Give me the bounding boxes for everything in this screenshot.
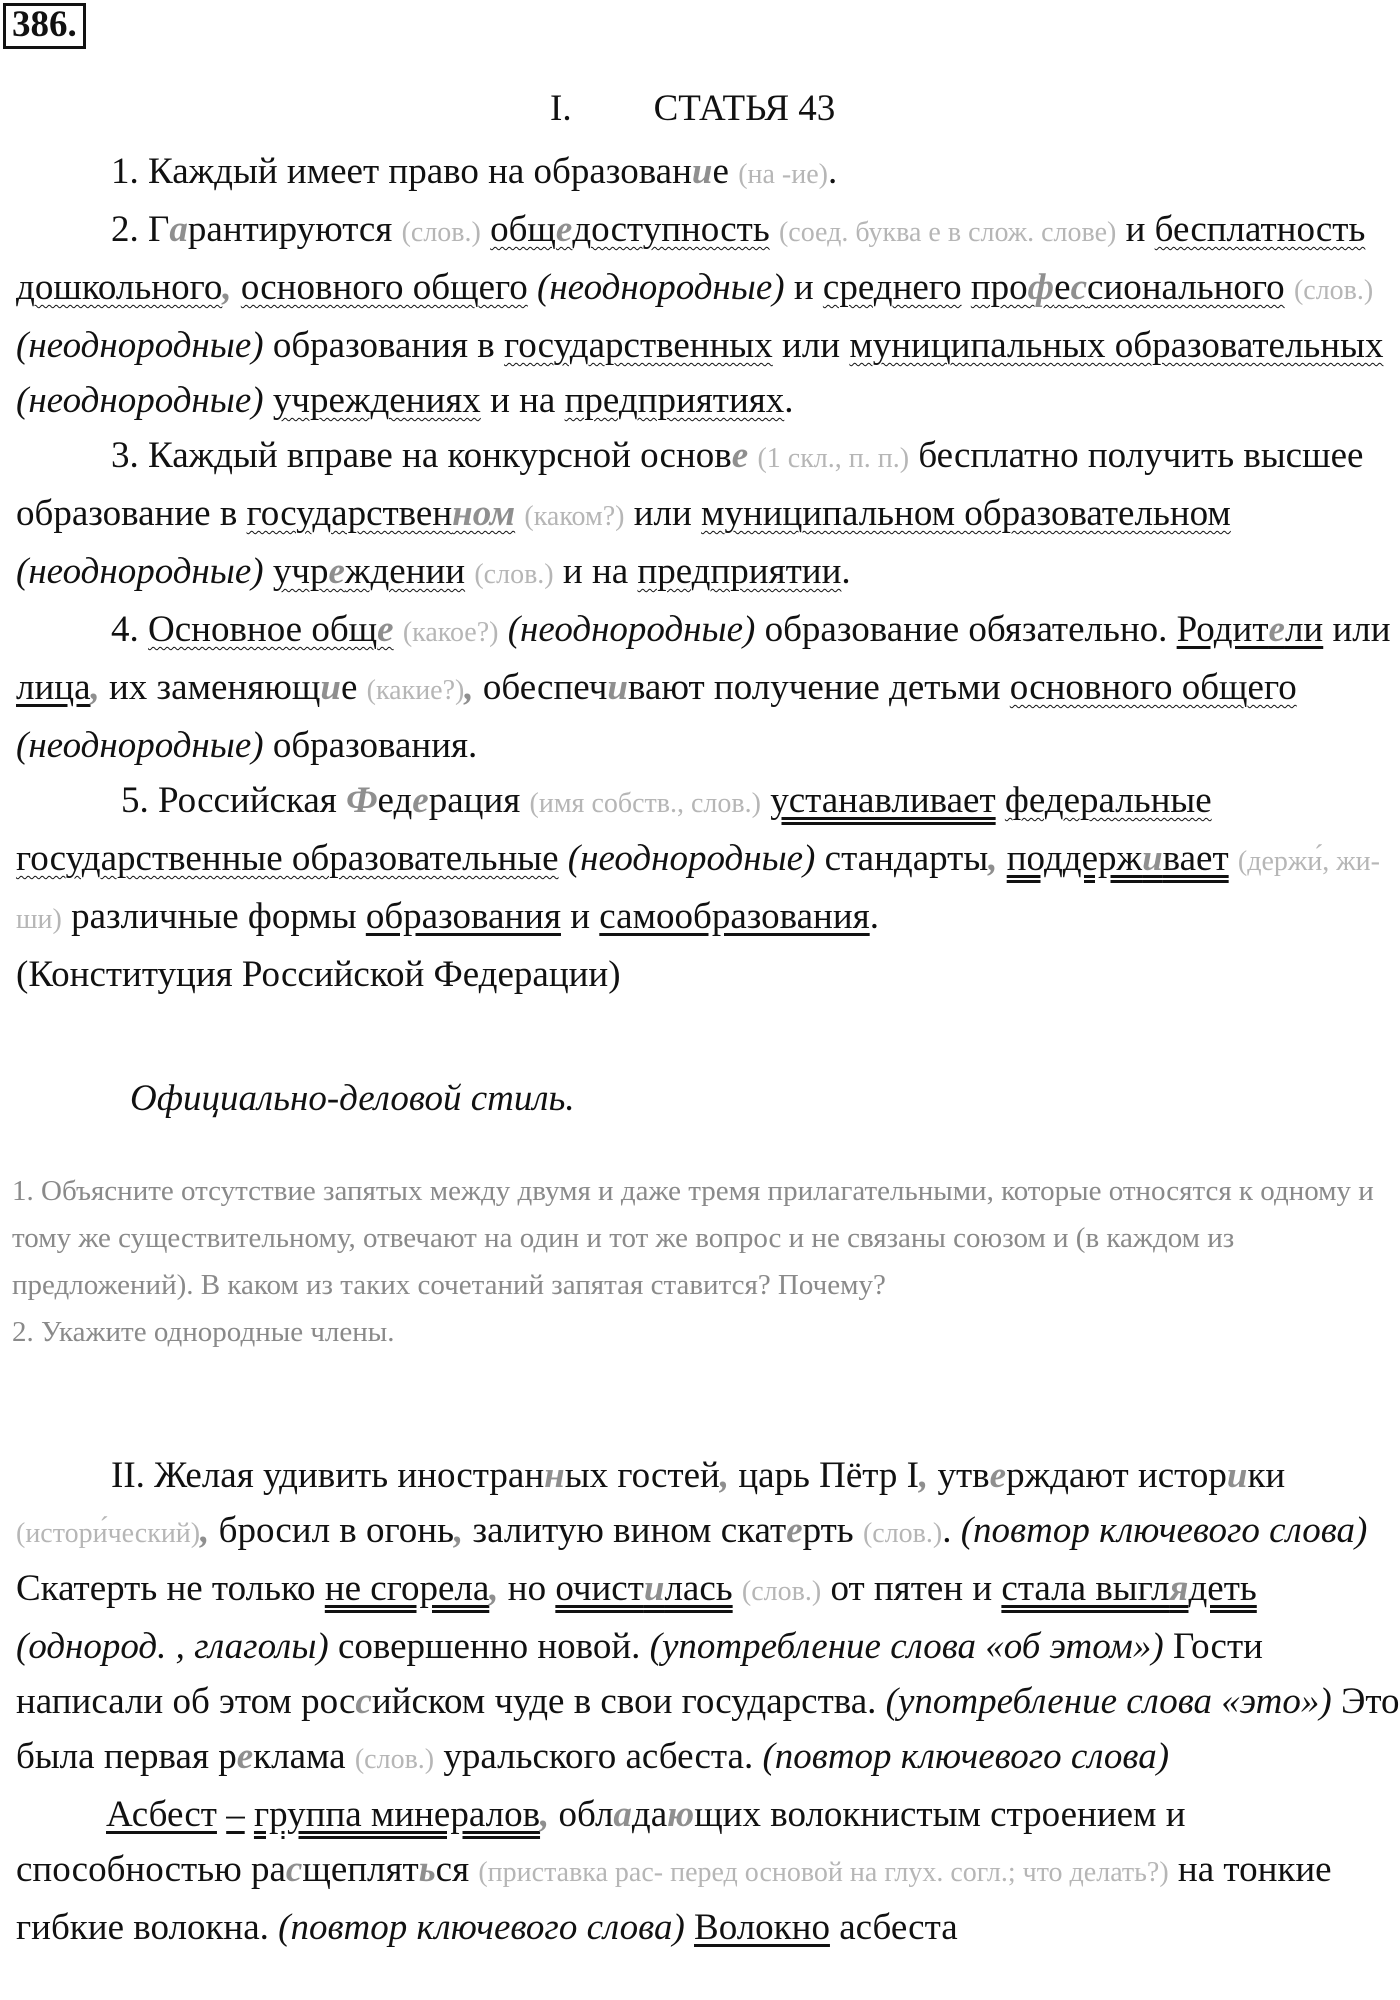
question-2: 2. Укажите однородные члены. (12, 1316, 395, 1348)
questions (12, 1168, 1382, 1356)
style-note: Официально-деловой стиль. (130, 1078, 575, 1119)
paragraph-5: 5. Российская Федерация (имя собств., слов.) устанавливает федеральные государственные образовательные (неоднородные) стандарты, поддерживает (держи́, жи-ши) различные формы образования и самообразования. (16, 780, 1380, 937)
paragraph-4: 4. Основное обще (какое?) (неоднородные) образование обязательно. Родители или лица, их заменяющие (какие?), обеспечивают получение детьми основного общего (неоднородные) образования. (16, 609, 1391, 766)
article-text (16, 144, 1400, 1002)
part-two-text (16, 1448, 1400, 1955)
paragraph-1: 1. Каждый имеет право на образование (на -ие). (111, 151, 838, 192)
part-numeral: I. (550, 88, 572, 129)
exercise-number: 386. (3, 3, 86, 49)
paragraph-part-2: II. Желая удивить иностранных гостей, царь Пётр I, утверждают историки (истори́ческий), бросил в огонь, залитую вином скатерть (слов.). (повтор ключевого слова) Скатерть не только не сгорела, но очистилась (слов.) от пятен и стала выглядеть (однород. , глаголы) совершенно новой. (употребление слова «об этом») Гости написали об этом российском чуде в свои государства. (употребление слова «это») Это была первая реклама (слов.) уральского асбеста. (повтор ключевого слова) (16, 1455, 1400, 1777)
article-title: СТАТЬЯ 43 (653, 88, 836, 129)
question-1: 1. Объясните отсутствие запятых между двумя и даже тремя прилагательными, которые относятся к одному и тому же существительному, отвечают на один и тот же вопрос и не связаны союзом и (в каждом из предложений). В каком из таких сочетаний запятая ставится? Почему? (12, 1175, 1374, 1301)
paragraph-2: 2. Гарантируются (слов.) общедоступность (соед. буква е в слож. слове) и бесплатность дошкольного, основного общего (неоднородные) и среднего профессионального (слов.) (неоднородные) образования в государственных или муниципальных образовательных (неоднородные) учреждениях и на предприятиях. (16, 209, 1384, 421)
source-line: (Конституция Российской Федерации) (16, 954, 621, 995)
paragraph-part-3: Асбест – группа минералов, обладающих волокнистым строением и способностью расщепляться (приставка рас- перед основой на глух. согл.; что делать?) на тонкие гибкие волокна. (повтор ключевого слова) Волокно асбеста (16, 1794, 1332, 1948)
paragraph-3: 3. Каждый вправе на конкурсной основе (1 скл., п. п.) бесплатно получить высшее образование в государственном (каком?) или муниципальном образовательном (неоднородные) учреждении (слов.) и на предприятии. (16, 435, 1364, 592)
article-heading (550, 84, 835, 134)
